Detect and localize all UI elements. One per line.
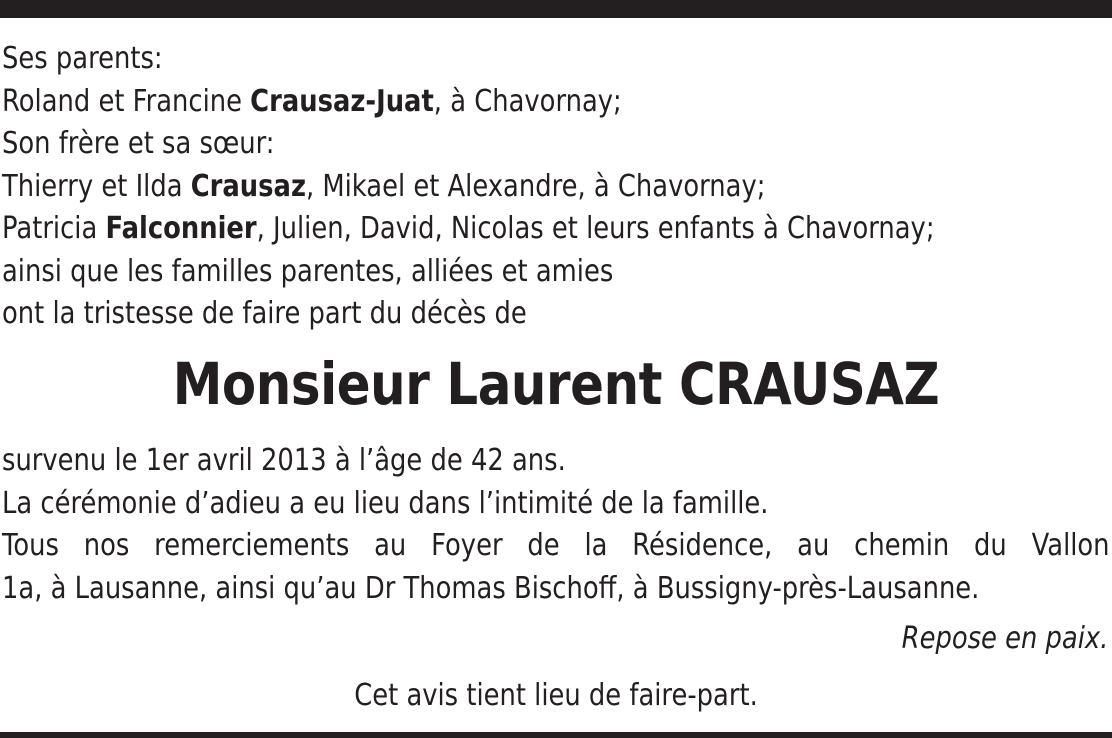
sister-line — [2, 208, 955, 251]
thanks-word: chemin — [854, 528, 950, 563]
death-details — [2, 440, 1110, 610]
thanks-line — [2, 525, 1110, 568]
sister-surname: Falconnier — [105, 211, 257, 246]
top-rule — [0, 0, 1112, 18]
parents-line — [2, 81, 955, 124]
brother-family: , Mikael et Alexandre, à Chavornay; — [305, 168, 766, 204]
bottom-rule — [0, 732, 1112, 738]
thanks-word: remerciements — [154, 528, 350, 563]
ceremony-line: La cérémonie d’adieu a eu lieu dans l’intimité de la famille. — [2, 485, 769, 521]
parents-first-names: Roland et Francine — [2, 83, 251, 119]
thanks-word: Foyer — [431, 528, 503, 563]
notice-line: Cet avis tient lieu de faire-part. — [354, 678, 758, 713]
siblings-heading: Son frère et sa sœur: — [2, 126, 275, 161]
brother-surname: Crausaz — [190, 168, 306, 204]
thanks-word: du — [974, 528, 1007, 563]
thanks-word: Vallon — [1031, 528, 1110, 563]
parents-heading: Ses parents: — [2, 41, 163, 76]
parents-surname: Crausaz-Juat — [250, 83, 434, 119]
closing-phrase: Repose en paix. — [901, 621, 1108, 656]
sister-first-name: Patricia — [2, 211, 106, 246]
thanks-line-continued: 1a, à Lausanne, ainsi qu’au Dr Thomas Bischoff, à Bussigny-près-Lausanne. — [2, 570, 980, 606]
parents-location: , à Chavornay; — [433, 83, 622, 119]
relatives-line: ainsi que les familles parentes, alliées et amies — [2, 253, 614, 289]
thanks-word: Résidence, — [632, 528, 773, 563]
brother-line — [2, 166, 955, 209]
thanks-word: au — [374, 528, 407, 563]
thanks-word: de — [527, 528, 560, 563]
thanks-word: au — [797, 528, 830, 563]
sister-family: , Julien, David, Nicolas et leurs enfants à Chavornay; — [256, 211, 935, 246]
date-line: survenu le 1er avril 2013 à l’âge de 42 ans. — [2, 443, 566, 478]
thanks-word: la — [584, 528, 608, 563]
announcement-line: ont la tristesse de faire part du décès de — [2, 296, 527, 331]
thanks-word: nos — [83, 528, 130, 563]
family-announcement — [2, 38, 955, 336]
deceased-name: Monsieur Laurent CRAUSAZ — [172, 350, 940, 418]
brother-first-names: Thierry et Ilda — [2, 168, 191, 204]
thanks-word: Tous — [2, 528, 59, 563]
